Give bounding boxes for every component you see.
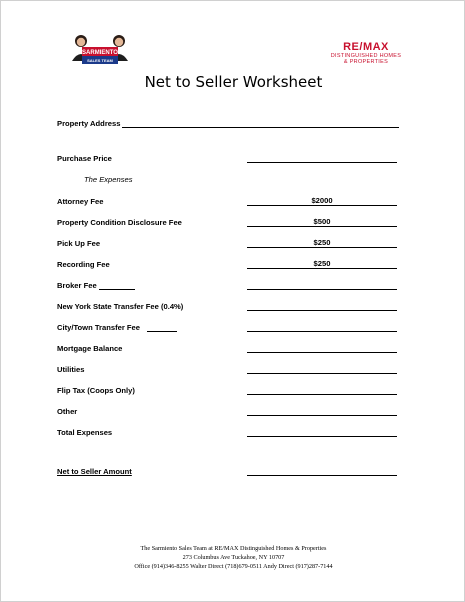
total-expenses-label: Total Expenses — [57, 428, 113, 437]
broker-fee-label: Broker Fee — [57, 281, 97, 290]
page-title: Net to Seller Worksheet — [144, 73, 323, 91]
remax-subline-1: DISTINGUISHED HOMES — [330, 53, 402, 59]
flip-tax-label: Flip Tax (Coops Only) — [57, 386, 135, 395]
remax-subline-2: & PROPERTIES — [343, 59, 389, 65]
footer-line-2: 273 Columbus Ave Tuckahoe, NY 10707 — [182, 554, 285, 561]
purchase-price-line[interactable] — [247, 162, 397, 163]
recording-fee-line[interactable] — [247, 268, 397, 269]
pcd-fee-line[interactable] — [247, 226, 397, 227]
pickup-fee-line[interactable] — [247, 247, 397, 248]
attorney-fee-amount: $2000 — [311, 196, 333, 205]
other-label: Other — [57, 407, 78, 416]
remax-brand: RE/MAX — [343, 41, 389, 53]
mortgage-balance-label: Mortgage Balance — [57, 344, 123, 353]
broker-fee-line[interactable] — [247, 289, 397, 290]
attorney-fee-label: Attorney Fee — [57, 197, 104, 206]
utilities-line[interactable] — [247, 373, 397, 374]
sarmiento-sales-team-logo — [69, 31, 131, 71]
footer-line-3: Office (914)346-8255 Walter Direct (718)679-0511 Andy Direct (917)287-7144 — [134, 563, 333, 570]
net-to-seller-label: Net to Seller Amount — [57, 467, 132, 476]
recording-fee-amount: $250 — [313, 259, 331, 268]
logo-sub-text: SALES TEAM — [87, 58, 113, 63]
property-address-label: Property Address — [57, 119, 121, 128]
other-line[interactable] — [247, 415, 397, 416]
recording-fee-label: Recording Fee — [57, 260, 110, 269]
nys-transfer-fee-line[interactable] — [247, 310, 397, 311]
expenses-heading: The Expenses — [84, 175, 133, 184]
footer — [1, 544, 465, 571]
city-transfer-fee-line[interactable] — [247, 331, 397, 332]
pcd-fee-amount: $500 — [313, 217, 331, 226]
utilities-label: Utilities — [57, 365, 85, 374]
purchase-price-label: Purchase Price — [57, 154, 112, 163]
logo-brand-text: SARMIENTO — [82, 50, 118, 56]
total-expenses-line[interactable] — [247, 436, 397, 437]
attorney-fee-line[interactable] — [247, 205, 397, 206]
nys-transfer-fee-label: New York State Transfer Fee (0.4%) — [57, 302, 184, 311]
pcd-fee-label: Property Condition Disclosure Fee — [57, 218, 182, 227]
remax-logo — [321, 41, 411, 65]
flip-tax-line[interactable] — [247, 394, 397, 395]
city-transfer-fee-label: City/Town Transfer Fee — [57, 323, 140, 332]
property-address-line[interactable] — [122, 127, 399, 128]
net-to-seller-line[interactable] — [247, 475, 397, 476]
pickup-fee-label: Pick Up Fee — [57, 239, 101, 248]
pickup-fee-amount: $250 — [313, 238, 331, 247]
city-transfer-fee-percent-line[interactable] — [147, 331, 177, 332]
mortgage-balance-line[interactable] — [247, 352, 397, 353]
broker-fee-percent-line[interactable] — [99, 289, 135, 290]
footer-line-1: The Sarmiento Sales Team at RE/MAX Distinguished Homes & Properties — [140, 545, 327, 552]
